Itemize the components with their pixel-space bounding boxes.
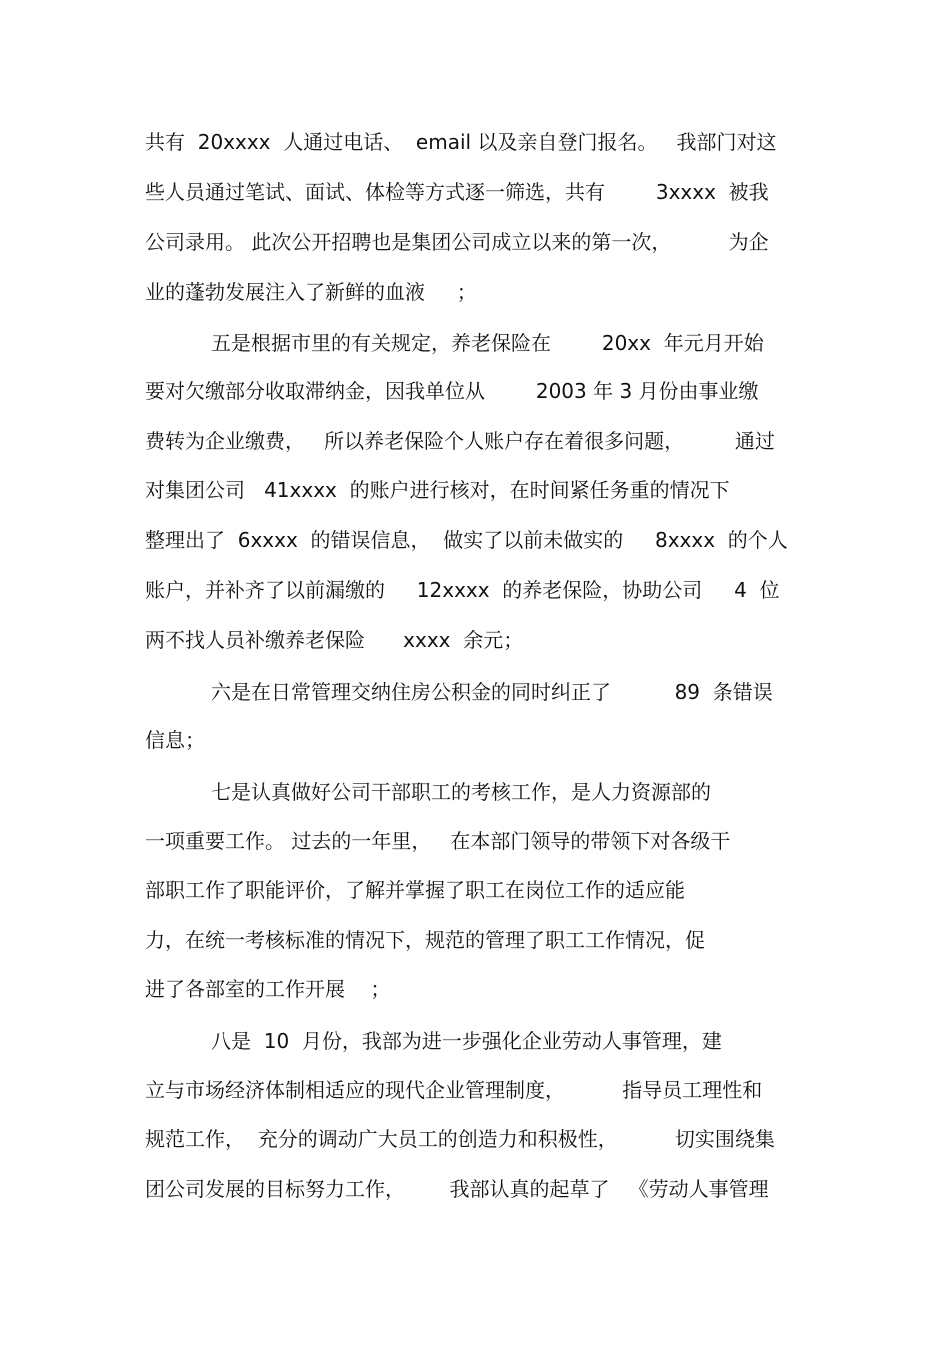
text-line: 业的蓬勃发展注入了新鲜的血液 ； — [145, 280, 477, 304]
text-line: 部职工作了职能评价，了解并掌握了职工在岗位工作的适应能 — [145, 878, 685, 902]
paragraph-start-line: 八是 10 月份，我部为进一步强化企业劳动人事管理，建 — [211, 1029, 722, 1053]
text-line: 立与市场经济体制相适应的现代企业管理制度， 指导员工理性和 — [145, 1078, 763, 1102]
paragraph-start-line: 五是根据市里的有关规定，养老保险在 20xx 年元月开始 — [211, 331, 764, 355]
text-line: 公司录用。 此次公开招聘也是集团公司成立以来的第一次， 为企 — [145, 230, 769, 254]
text-line: 规范工作， 充分的调动广大员工的创造力和积极性， 切实围绕集 — [145, 1127, 775, 1151]
text-line: 进了各部室的工作开展 ； — [145, 977, 391, 1001]
text-line: 团公司发展的目标努力工作， 我部认真的起草了 《劳动人事管理 — [145, 1177, 769, 1201]
text-line: 信息； — [145, 728, 205, 752]
paragraph-start-line: 七是认真做好公司干部职工的考核工作，是人力资源部的 — [211, 780, 711, 804]
text-line: 整理出了 6xxxx 的错误信息， 做实了以前未做实的 8xxxx 的个人 — [145, 528, 788, 552]
text-line: 账户，并补齐了以前漏缴的 12xxxx 的养老保险，协助公司 4 位 — [145, 578, 780, 602]
text-line: 要对欠缴部分收取滞纳金，因我单位从 2003 年 3 月份由事业缴 — [145, 379, 759, 403]
text-line: 些人员通过笔试、面试、体检等方式逐一筛选，共有 3xxxx 被我 — [145, 180, 769, 204]
text-line: 费转为企业缴费， 所以养老保险个人账户存在着很多问题， 通过 — [145, 429, 775, 453]
paragraph-start-line: 六是在日常管理交纳住房公积金的同时纠正了 89 条错误 — [211, 680, 773, 704]
text-line: 两不找人员补缴养老保险 xxxx 余元； — [145, 628, 524, 652]
text-line: 对集团公司 41xxxx 的账户进行核对，在时间紧任务重的情况下 — [145, 478, 730, 502]
text-line: 共有 20xxxx 人通过电话、 email 以及亲自登门报名。 我部门对这 — [145, 130, 777, 154]
text-line: 力，在统一考核标准的情况下，规范的管理了职工工作情况，促 — [145, 928, 705, 952]
text-line: 一项重要工作。 过去的一年里， 在本部门领导的带领下对各级干 — [145, 829, 731, 853]
